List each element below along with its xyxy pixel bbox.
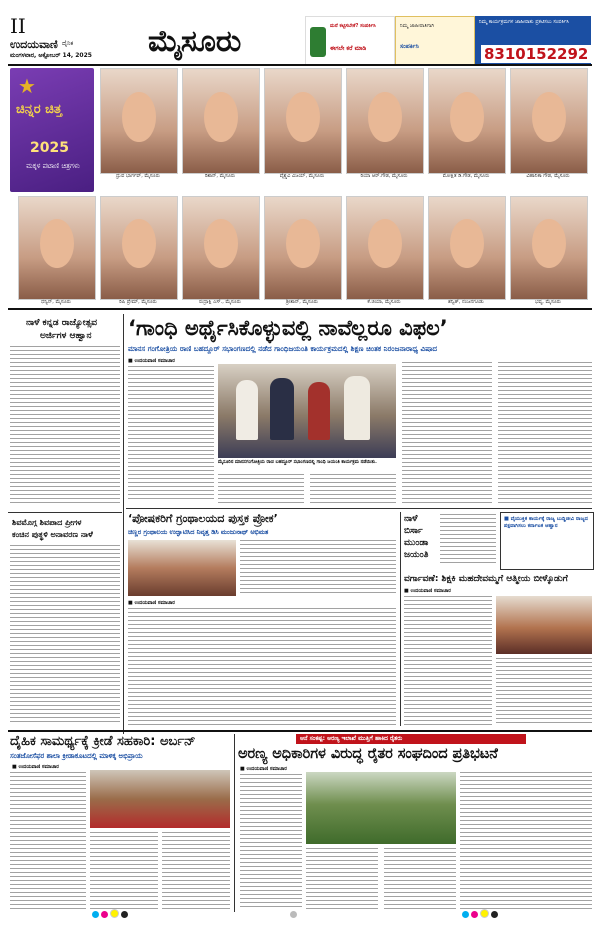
row2-photo: [428, 196, 506, 300]
row2-caption: ಭವ್ಯ, ಮೈಸೂರು: [534, 299, 562, 305]
registration-dots-left: [92, 903, 130, 922]
row1-photo: [428, 68, 506, 174]
birsa-h1: ನಾಳೆ: [404, 514, 418, 524]
farmers-body-col4: [460, 772, 592, 910]
top-ad-contact-line2: ಸಂಪರ್ಕಿಸಿ: [400, 43, 419, 50]
birsa-h2: ಬಿರ್ಸಾ: [404, 526, 423, 536]
lead-photo: [218, 364, 396, 458]
edition-label: ದೈನಿಕ: [62, 40, 74, 47]
row2-caption: ಶ್ರೀಶಾನ್, ಮೈಸೂರು: [285, 299, 319, 305]
masthead-rule: [8, 64, 592, 66]
chinnara-bottom-rule: [8, 308, 592, 310]
teacher-body-col1: [404, 596, 492, 726]
top-ad-contact-line1: ನಿಮ್ಮ ಜಾಹೀರಾತಿಗಾಗಿ: [400, 23, 435, 29]
lead-body-col2: [218, 474, 304, 504]
row2-photo: [18, 196, 96, 300]
top-ad-contact: [395, 16, 475, 66]
row1-photo: [510, 68, 588, 174]
box-right-title: ■ ವೈಯುಕ್ತಿಕ ಕಾರ್ಯಕ್ಕೆ ರಾಜ್ಯ ಬುದ್ಧಿಜೀವಿ ರಾಜ್ಯದ ಪಕ್ಷವಾಗಿಸಲು ಕರ್ನಾಟಕ ಆಹ್ವಾನ: [504, 516, 589, 529]
farmers-kicker: [296, 734, 526, 744]
box-right: [500, 512, 594, 570]
chinnara-title: ಚಿನ್ನರ ಚಿತ್ತ: [16, 102, 62, 117]
row2-photo: [346, 196, 424, 300]
row1-caption: ವಿಹಾನಿಕಾ ಗೌಡ, ಮೈಸೂರು: [526, 173, 570, 179]
books-byline: ■ ಉದಯವಾಣಿ ಸಮಾಚಾರ: [128, 600, 175, 606]
row2-photo: [264, 196, 342, 300]
farmers-headline: ಅರಣ್ಯ ಅಧಿಕಾರಿಗಳ ವಿರುದ್ಧ ರೈತರ ಸಂಘದಿಂದ ಪ್ರತಿಭಟನೆ: [238, 746, 498, 762]
top-ad-events-line: ನಿಮ್ಮ ಕಾರ್ಯಕ್ರಮಗಳ ಜಾಹೀರಾತು ಪ್ರಕಟಿಸಲು ಸಂಪರ್ಕಿಸಿ: [479, 19, 569, 25]
row2-photo: [100, 196, 178, 300]
row2-caption: ರಿಷಿ ಪ್ರೇಮ್, ಮೈಸೂರು: [119, 299, 157, 305]
row2-caption: ಧನ್ವಿನ್, ಮೈಸೂರು: [40, 299, 72, 305]
lead-headline: ‘ಗಾಂಧಿ ಅರ್ಥೈಸಿಕೊಳ್ಳುವಲ್ಲಿ ನಾವೆಲ್ಲರೂ ವಿಫಲ’: [128, 316, 448, 340]
sports-headline: ದೈಹಿಕ ಸಾಮರ್ಥ್ಯಕ್ಕೆ ಕ್ರೀಡೆ ಸಹಕಾರಿ: ಅರ್ಬನ್: [10, 734, 196, 749]
issue-date: ಮಂಗಳವಾರ, ಅಕ್ಟೋಬರ್ 14, 2025: [10, 52, 92, 59]
row2-caption: ಕೆ.ಜಿಯಾ, ಮೈಸೂರು: [367, 299, 401, 305]
birsa-h4: ಜಯಂತಿ: [404, 550, 429, 560]
top-ad-phone: 8310152292: [481, 45, 591, 63]
top-ad-events: [475, 16, 591, 64]
star-icon: ★: [18, 74, 36, 98]
row2-caption: ರುದ್ರಾಕ್ಷಿ ಎಸ್., ಮೈಸೂರು: [199, 299, 241, 305]
story-left1-head2: ಅರ್ಜಿಗಳ ಆಹ್ವಾನ: [40, 331, 92, 341]
row1-photo: [182, 68, 260, 174]
lead-subhead: ಮಾನಸ ಗಂಗೋತ್ರಿಯ ರಾಣಿ ಬಹದ್ದೂರ್ ಸಭಾಂಗಣದಲ್ಲಿ ನಡೆದ ಗಾಂಧಿಜಯಂತಿ ಕಾರ್ಯಕ್ರಮದಲ್ಲಿ ಶಿಕ್ಷಣ ಚಿಂತಕ ನಿರಂಜನಾರಾಧ್ಯ ವಿಷಾದ: [128, 344, 438, 353]
teacher-headline: ವರ್ಗಾವಣೆ: ಶಿಕ್ಷಕಿ ಮಹದೇವಮ್ಮಗೆ ಆತ್ಮೀಯ ಬೀಳ್ಕೊಡುಗೆ: [404, 574, 568, 584]
teacher-photo: [496, 596, 592, 654]
row1-photo: [264, 68, 342, 174]
story-left2-head2: ಕಂಚಿನ ಪುತ್ಥಳಿ ಅನಾವರಣ ನಾಳೆ: [12, 530, 93, 539]
sports-subhead: ಸಂತಜೋಸೆಫರ ಶಾಲಾ ಕ್ರೀಡಾಕೂಟದಲ್ಲಿ ಮಾಳಿಕ್ಕ ಅಭಿಪ್ರಾಯ: [10, 752, 143, 760]
top-ad-builder: [305, 16, 395, 66]
lead-photo-caption: ಮೈಸೂರಿನ ಮಾನಸಗಂಗೋತ್ರಿಯ ರಾಣಿ ಬಹದ್ದೂರ್ ಸಭಾಂಗಣದಲ್ಲಿ ಗಾಂಧಿ ಜಯಂತಿ ಕಾರ್ಯಕ್ರಮ ನಡೆಯಿತು.: [218, 460, 377, 465]
teacher-body-col2: [496, 658, 592, 726]
books-subhead: ಚಿಣ್ಣರ ಗ್ರಂಥಾಲಯ ಉದ್ಘಾಟಿಸಿದ ನಿವೃತ್ತ ಡಿಸಿ ಮಂಜುನಾಥ್ ಅಭಿಮತ: [128, 528, 269, 536]
row2-caption: ಶನ್ವಿತ್, ನಂಜನಗೂಡು: [448, 299, 484, 305]
story-left2-head1: ಶಿವಮೊಗ್ಗ ಶಿವಪಾದ ಪ್ರೀಗಳ: [12, 518, 82, 527]
chinnara-year: 2025: [30, 140, 69, 156]
row1-photo: [346, 68, 424, 174]
books-divider: [400, 512, 401, 726]
birsa-body: [440, 514, 496, 566]
farmers-body-col1: [240, 774, 302, 910]
sports-body-col1: [10, 772, 86, 910]
row1-caption: ಧ್ರುವ ಭಾರ್ಗವ್, ಮೈಸೂರು: [116, 173, 160, 179]
lead-byline: ■ ಉದಯವಾಣಿ ಸಮಾಚಾರ: [128, 358, 175, 364]
top-ad-builder-line2: ಈಗಲೇ ಕರೆ ಮಾಡಿ: [330, 45, 367, 52]
sports-body-col3: [162, 832, 230, 910]
top-ad-builder-line1: ಮನೆ ಕಟ್ಟಿಸಬೇಕೆ? ಸಂಪರ್ಕಿಸಿ: [330, 23, 376, 29]
chinnara-subtitle: ಮಕ್ಕಳ ಪಟಾಣಿ ಚಿತ್ರಗಳು: [26, 162, 80, 170]
lead-body-col5: [498, 362, 592, 504]
farmers-photo: [306, 772, 456, 844]
row1-caption: ರಿಯಾ ಆರ್.ಗೌಡ, ಮೈಸೂರು: [360, 173, 408, 179]
lead-body-col4: [402, 362, 492, 504]
birsa-h3: ಮುಂಡಾ: [404, 538, 429, 548]
page-number: II: [10, 14, 26, 38]
books-body: [128, 608, 396, 726]
books-photo-caption: [240, 540, 396, 594]
story-left1-head1: ನಾಳೆ ಕನ್ನಡ ರಾಜ್ಯೋತ್ಸವ: [26, 318, 98, 328]
books-photo: [128, 540, 236, 596]
brand-name: ಉದಯವಾಣಿ: [10, 38, 58, 51]
farmers-body-col3: [384, 848, 456, 910]
registration-dots-mid: [290, 903, 299, 922]
lead-bottom-rule: [126, 508, 592, 509]
chinnara-badge: [10, 68, 94, 192]
story-left2-body: [10, 545, 120, 725]
row1-caption: ಮೋಕ್ಷಿತ ಡಿ.ಗೌಡ, ಮೈಸೂರು: [442, 173, 490, 179]
mid-page-rule: [8, 730, 592, 732]
row1-caption: ವೈಶ್ಣವಿ ವಿಜಯ್, ಮೈಸೂರು: [279, 173, 325, 179]
left-col-divider: [123, 314, 124, 734]
story-left1-body: [10, 346, 120, 506]
sports-byline: ■ ಉದಯವಾಣಿ ಸಮಾಚಾರ: [12, 764, 59, 770]
row1-photo: [100, 68, 178, 174]
phone-hand-icon: [310, 27, 326, 57]
books-headline: ‘ಪೋಷಕರಿಗೆ ಗ್ರಂಥಾಲಯದ ಪುಸ್ತಕ ಪ್ರೋಕ’: [128, 512, 278, 525]
teacher-byline: ■ ಉದಯವಾಣಿ ಸಮಾಚಾರ: [404, 588, 451, 594]
row1-caption: ರಿಶಾನ್, ಮೈಸೂರು: [204, 173, 236, 179]
lead-body-col1: [128, 366, 214, 502]
bottom-divider: [234, 734, 235, 912]
row2-photo: [182, 196, 260, 300]
left-col-rule: [8, 512, 122, 513]
lead-body-col3: [310, 474, 396, 504]
city-title: ಮೈಸೂರು: [148, 24, 242, 59]
sports-photo: [90, 770, 230, 828]
farmers-kicker-text: ಆನೆ ಸಂಕಷ್ಟ: ಅರಣ್ಯ ಇಲಾಖೆ ಮುತ್ತಿಗೆ ಹಾಕಿದ ರೈತರು: [300, 735, 403, 742]
row2-photo: [510, 196, 588, 300]
registration-dots-right: [462, 903, 500, 922]
farmers-byline: ■ ಉದಯವಾಣಿ ಸಮಾಚಾರ: [240, 766, 287, 772]
farmers-body-col2: [306, 848, 378, 910]
sports-body-col2: [90, 832, 158, 910]
